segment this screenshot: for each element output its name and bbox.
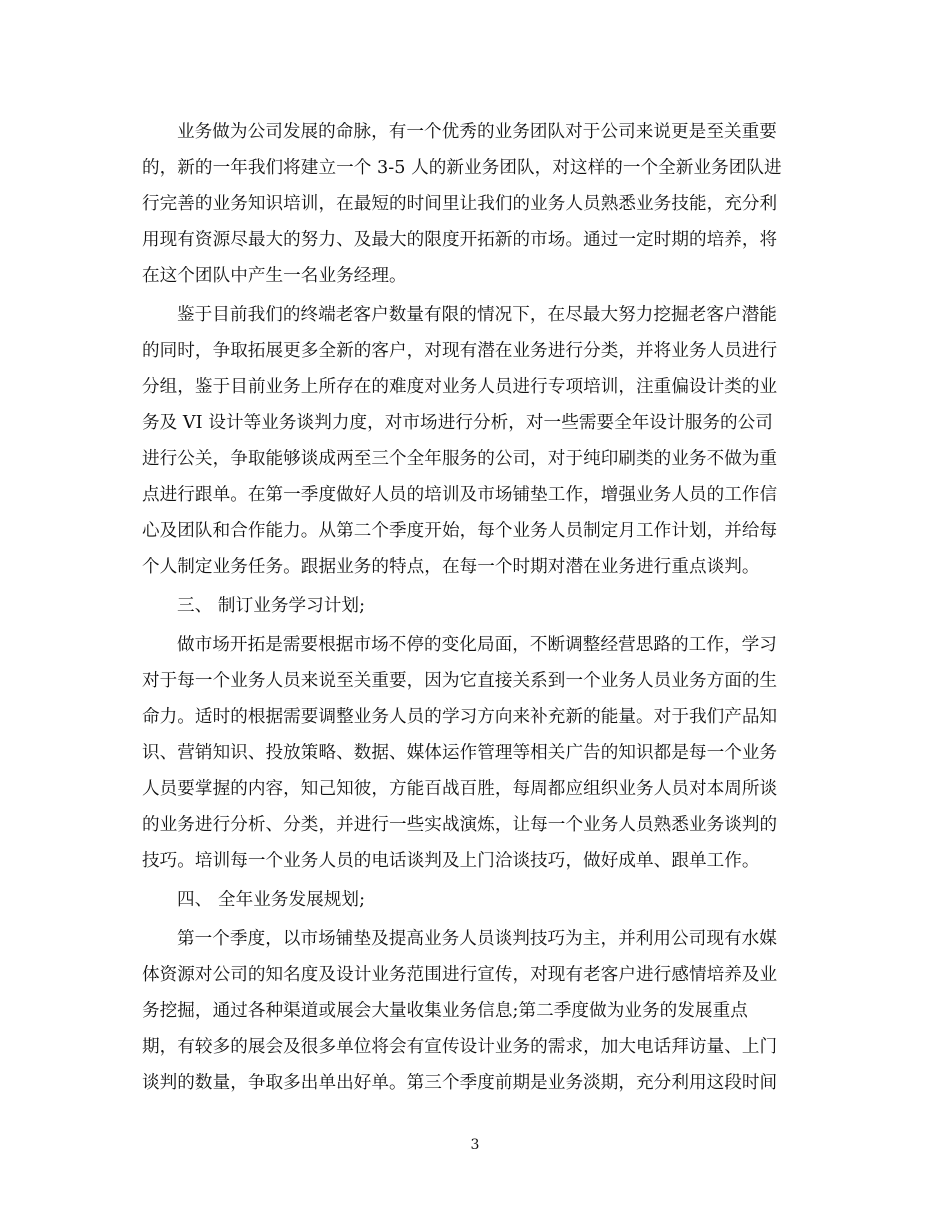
paragraph-line: 的，新的一年我们将建立一个 3-5 人的新业务团队，对这样的一个全新业务团队进: [142, 158, 782, 178]
paragraph-line: 进行公关，争取能够谈成两至三个全年服务的公司，对于纯印刷类的业务不做为重: [142, 449, 778, 469]
page-number: 3: [470, 1137, 480, 1153]
paragraph-line: 做市场开拓是需要根据市场不停的变化局面，不断调整经营思路的工作，学习: [177, 635, 777, 655]
paragraph-line: 对于每一个业务人员来说至关重要，因为它直接关系到一个业务人员业务方面的生: [142, 671, 778, 691]
paragraph-line: 务挖掘，通过各种渠道或展会大量收集业务信息;第二季度做为业务的发展重点: [142, 1001, 748, 1021]
paragraph-line: 行完善的业务知识培训，在最短的时间里让我们的业务人员熟悉业务技能，充分利: [142, 194, 778, 214]
paragraph-line: 期，有较多的展会及很多单位将会有宣传设计业务的需求，加大电话拜访量、上门: [142, 1037, 778, 1057]
paragraph-line: 在这个团队中产生一名业务经理。: [142, 266, 407, 286]
paragraph-line: 体资源对公司的知名度及设计业务范围进行宣传，对现有老客户进行感情培养及业: [142, 965, 778, 985]
paragraph-line: 用现有资源尽最大的努力、及最大的限度开拓新的市场。通过一定时期的培养，将: [142, 230, 778, 250]
paragraph-line: 识、营销知识、投放策略、数据、媒体运作管理等相关广告的知识都是每一个业务: [142, 743, 778, 763]
paragraph-line: 人员要掌握的内容，知己知彼，方能百战百胜，每周都应组织业务人员对本周所谈: [142, 779, 778, 799]
paragraph-line: 技巧。培训每一个业务人员的电话谈判及上门洽谈技巧，做好成单、跟单工作。: [142, 851, 760, 871]
paragraph-line: 谈判的数量，争取多出单出好单。第三个季度前期是业务淡期，充分利用这段时间: [142, 1073, 778, 1093]
paragraph-line: 心及团队和合作能力。从第二个季度开始，每个业务人员制定月工作计划，并给每: [142, 521, 778, 541]
paragraph-line: 务及 VI 设计等业务谈判力度，对市场进行分析，对一些需要全年设计服务的公司: [142, 413, 773, 433]
paragraph-line: 个人制定业务任务。跟据业务的特点，在每一个时期对潜在业务进行重点谈判。: [142, 557, 760, 577]
section-heading: 三、 制订业务学习计划;: [177, 596, 366, 616]
section-heading: 四、 全年业务发展规划;: [177, 890, 366, 910]
paragraph-line: 业务做为公司发展的命脉，有一个优秀的业务团队对于公司来说更是至关重要: [177, 122, 777, 142]
paragraph-line: 的业务进行分析、分类，并进行一些实战演炼，让每一个业务人员熟悉业务谈判的: [142, 815, 778, 835]
paragraph-line: 的同时，争取拓展更多全新的客户，对现有潜在业务进行分类，并将业务人员进行: [142, 341, 778, 361]
paragraph-line: 命力。适时的根据需要调整业务人员的学习方向来补充新的能量。对于我们产品知: [142, 707, 778, 727]
paragraph-line: 第一个季度，以市场铺垫及提高业务人员谈判技巧为主，并利用公司现有水媒: [177, 929, 777, 949]
paragraph-line: 分组，鉴于目前业务上所存在的难度对业务人员进行专项培训，注重偏设计类的业: [142, 377, 778, 397]
paragraph-line: 点进行跟单。在第一季度做好人员的培训及市场铺垫工作，增强业务人员的工作信: [142, 485, 778, 505]
paragraph-line: 鉴于目前我们的终端老客户数量有限的情况下，在尽最大努力挖掘老客户潜能: [177, 305, 777, 325]
